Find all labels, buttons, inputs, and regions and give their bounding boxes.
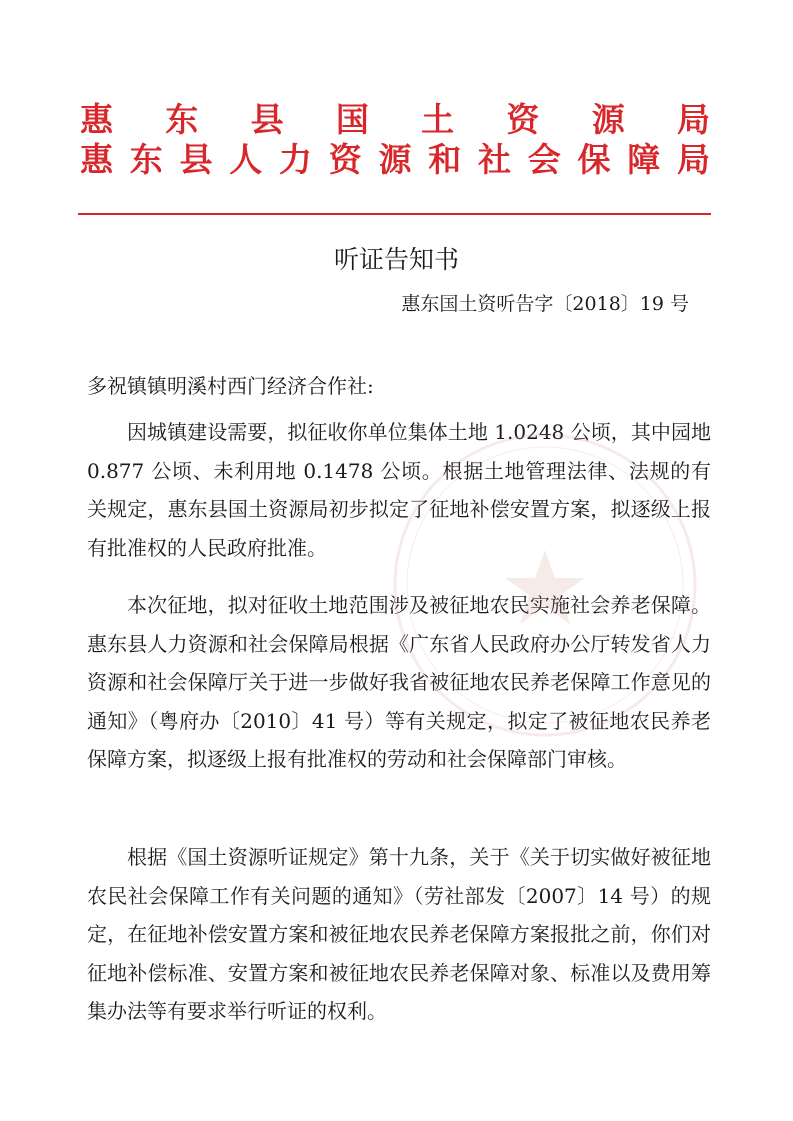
header-char: 局 [677, 140, 710, 179]
header-char: 资 [328, 140, 362, 179]
header-char: 源 [591, 100, 625, 139]
header-char: 惠 [80, 140, 113, 179]
header-char: 保 [577, 140, 611, 179]
header-char: 国 [335, 100, 369, 139]
header-char: 局 [676, 100, 710, 139]
body-paragraph: 根据《国土资源听证规定》第十九条，关于《关于切实做好被征地农民社会保障工作有关问题的通知》（劳社部发〔2007〕14 号）的规定，在征地补偿安置方案和被征地农民养老保障方案报批之前，你们对征地补偿标准、安置方案和被征地农民养老保障对象、标准以及费用筹集办法等有要求举行听证的权利。 [87, 845, 711, 1023]
header-char: 县 [250, 100, 284, 139]
document-number: 惠东国土资听告字〔2018〕19 号 [401, 293, 689, 315]
body-paragraph: 因城镇建设需要，拟征收你单位集体土地 1.0248 公顷，其中园地 0.877 公顷、未利用地 0.1478 公顷。根据土地管理法律、法规的有关规定，惠东县国土资源局初步拟定了征地补偿安置方案，拟逐级上报有批准权的人民政府批准。 [87, 420, 711, 560]
header-char: 障 [627, 140, 661, 179]
header-char: 东 [165, 100, 199, 139]
header-char: 会 [527, 140, 561, 179]
header-char: 惠 [80, 100, 113, 139]
addressee: 多祝镇镇明溪村西门经济合作社: [87, 374, 374, 398]
header-char: 源 [378, 140, 412, 179]
document-title: 听证告知书 [333, 245, 459, 274]
header-char: 土 [421, 100, 455, 139]
header-char: 力 [279, 140, 312, 179]
header-char: 县 [179, 140, 213, 179]
header-char: 人 [229, 140, 263, 179]
header-divider [78, 213, 711, 215]
issuer-header-human-resources-bureau [80, 140, 710, 180]
issuer-header-land-resources-bureau [80, 100, 710, 140]
body-paragraph: 本次征地，拟对征收土地范围涉及被征地农民实施社会养老保障。惠东县人力资源和社会保障局根据《广东省人民政府办公厅转发省人力资源和社会保障厅关于进一步做好我省被征地农民养老保障工作意见的通知》（粤府办〔2010〕41 号）等有关规定，拟定了被征地农民养老保障方案，拟逐级上报有批准权的劳动和社会保障部门审核。 [87, 593, 711, 771]
header-char: 东 [129, 140, 163, 179]
header-char: 资 [506, 100, 540, 139]
header-char: 社 [478, 140, 511, 179]
header-char: 和 [428, 140, 462, 179]
